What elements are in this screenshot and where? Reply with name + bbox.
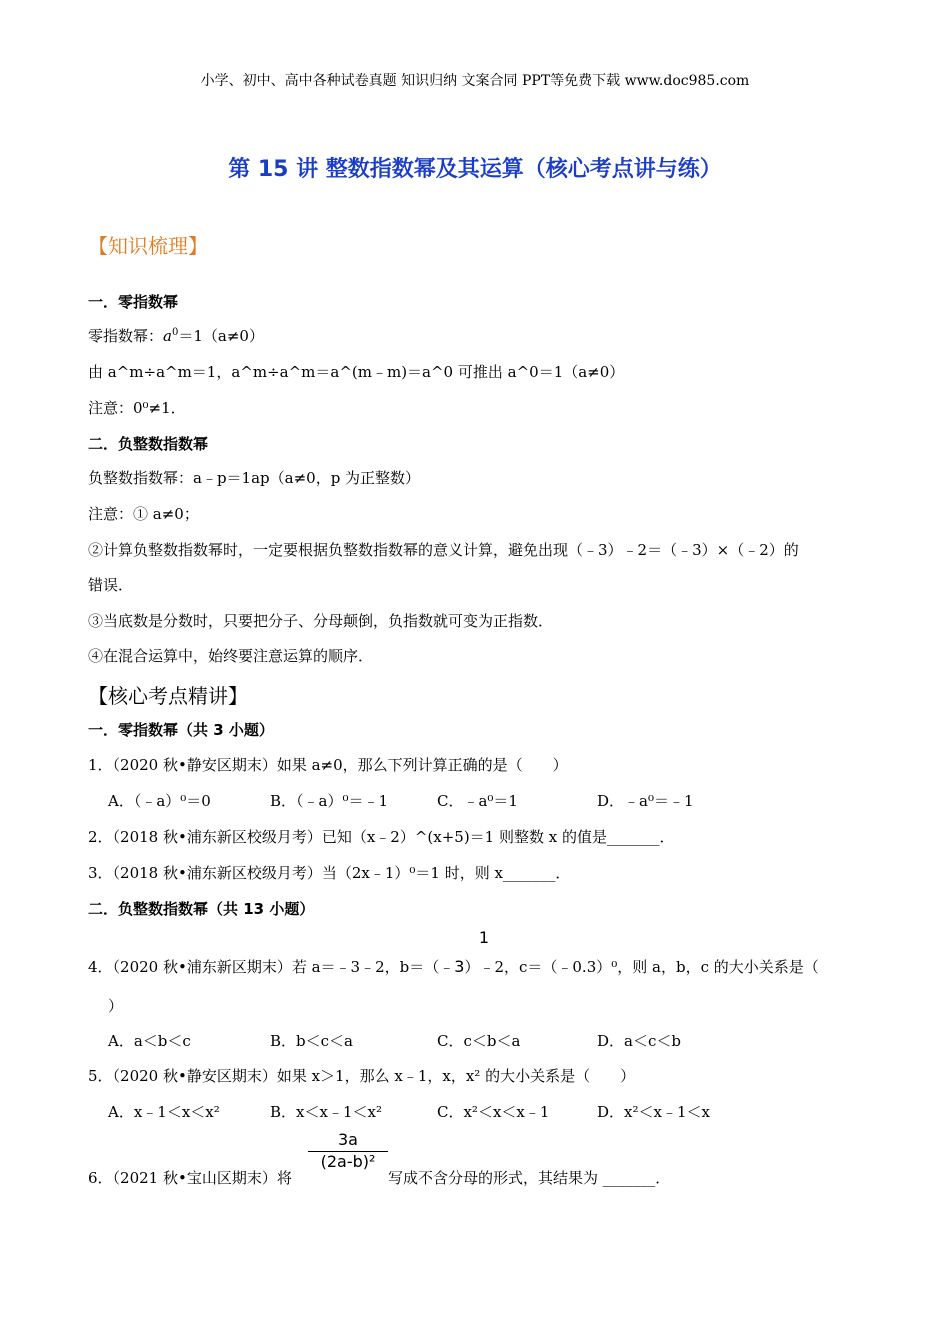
page-title: 第 15 讲 整数指数幂及其运算（核心考点讲与练） <box>228 157 722 182</box>
q5-option-a: A．x﹣1＜x＜x² <box>108 1103 220 1121</box>
k1-heading: 一．零指数幂 <box>88 293 179 311</box>
question-6-a: 6．（2021 秋•宝山区期末）将 <box>88 1169 292 1187</box>
q4-part-a: 4．（2020 秋•浦东新区期末）若 a＝﹣3﹣2，b＝（﹣ <box>88 958 455 976</box>
q1-option-b: B．（﹣a）⁰＝﹣1 <box>270 792 389 810</box>
q5-option-c: C．x²＜x＜x﹣1 <box>437 1103 550 1121</box>
k2-line3: ②计算负整数指数幂时，一定要根据负整数指数幂的意义计算，避免出现（﹣3）﹣2＝（﹣3）×（﹣2）的 <box>88 541 799 559</box>
k1-line1-post: ＝1（a≠0） <box>178 327 264 345</box>
question-3: 3．（2018 秋•浦东新区校级月考）当（2x﹣1）⁰＝1 时，则 x_______． <box>88 864 571 882</box>
question-4 <box>88 956 819 977</box>
q4-option-c: C．c＜b＜a <box>437 1032 521 1050</box>
p1-heading: 一．零指数幂（共 3 小题） <box>88 721 274 739</box>
k2-line2: 注意：① a≠0； <box>88 505 199 523</box>
q6-fraction-denominator: (2a-b)² <box>320 1152 376 1171</box>
k2-line4: ③当底数是分数时，只要把分子、分母颠倒，负指数就可变为正指数． <box>88 612 554 630</box>
q6-fraction <box>308 1130 388 1171</box>
q4-option-a: A．a＜b＜c <box>108 1032 191 1050</box>
k1-line1 <box>88 325 264 346</box>
k1-line1-expr: a <box>163 327 172 345</box>
q1-option-c: C．﹣a⁰＝1 <box>437 792 518 810</box>
k2-heading: 二．负整数指数幂 <box>88 435 209 453</box>
question-6-b: 写成不含分母的形式，其结果为 _______． <box>388 1169 671 1187</box>
section-knowledge: 【知识梳理】 <box>88 234 208 258</box>
q5-option-b: B．x＜x﹣1＜x² <box>270 1103 382 1121</box>
section-core: 【核心考点精讲】 <box>88 684 248 708</box>
k1-line2: 由 a^m÷a^m＝1，a^m÷a^m＝a^(m﹣m)＝a^0 可推出 a^0＝1（a≠0） <box>88 363 625 381</box>
question-2: 2．（2018 秋•浦东新区校级月考）已知（x﹣2）^(x+5)＝1 则整数 x 的值是_______． <box>88 828 675 846</box>
q6-fraction-numerator: 3a <box>308 1130 388 1152</box>
q4-option-b: B．b＜c＜a <box>270 1032 353 1050</box>
p2-heading: 二．负整数指数幂（共 13 小题） <box>88 900 315 918</box>
question-5: 5．（2020 秋•静安区期末）如果 x＞1，那么 x﹣1，x，x² 的大小关系是（ ） <box>88 1067 636 1085</box>
k2-line3b: 错误． <box>88 576 134 594</box>
k1-line1-sup: 0 <box>171 327 179 338</box>
q4-fraction <box>474 928 494 947</box>
k2-line1: 负整数指数幂：a﹣p＝1ap（a≠0，p 为正整数） <box>88 469 421 487</box>
q4-close-paren: ） <box>108 997 124 1015</box>
k1-line1-pre: 零指数幂： <box>88 327 164 345</box>
q1-option-d: D．﹣a⁰＝﹣1 <box>597 792 694 810</box>
page-header: 小学、初中、高中各种试卷真题 知识归纳 文案合同 PPT等免费下载 www.doc985.com <box>200 73 750 89</box>
k1-line3: 注意：0⁰≠1． <box>88 399 186 417</box>
q5-option-d: D．x²＜x﹣1＜x <box>597 1103 710 1121</box>
q4-option-d: D．a＜c＜b <box>597 1032 681 1050</box>
q4-part-b: ）﹣2，c＝（﹣0.3）⁰，则 a，b，c 的大小关系是（ <box>464 958 819 976</box>
question-1: 1．（2020 秋•静安区期末）如果 a≠0，那么下列计算正确的是（ ） <box>88 756 568 774</box>
q4-fraction-numerator: 1 <box>478 928 490 947</box>
q1-option-a: A．（﹣a）⁰＝0 <box>108 792 211 810</box>
q4-fraction-denominator: 3 <box>454 957 465 976</box>
k2-line5: ④在混合运算中，始终要注意运算的顺序． <box>88 647 374 665</box>
